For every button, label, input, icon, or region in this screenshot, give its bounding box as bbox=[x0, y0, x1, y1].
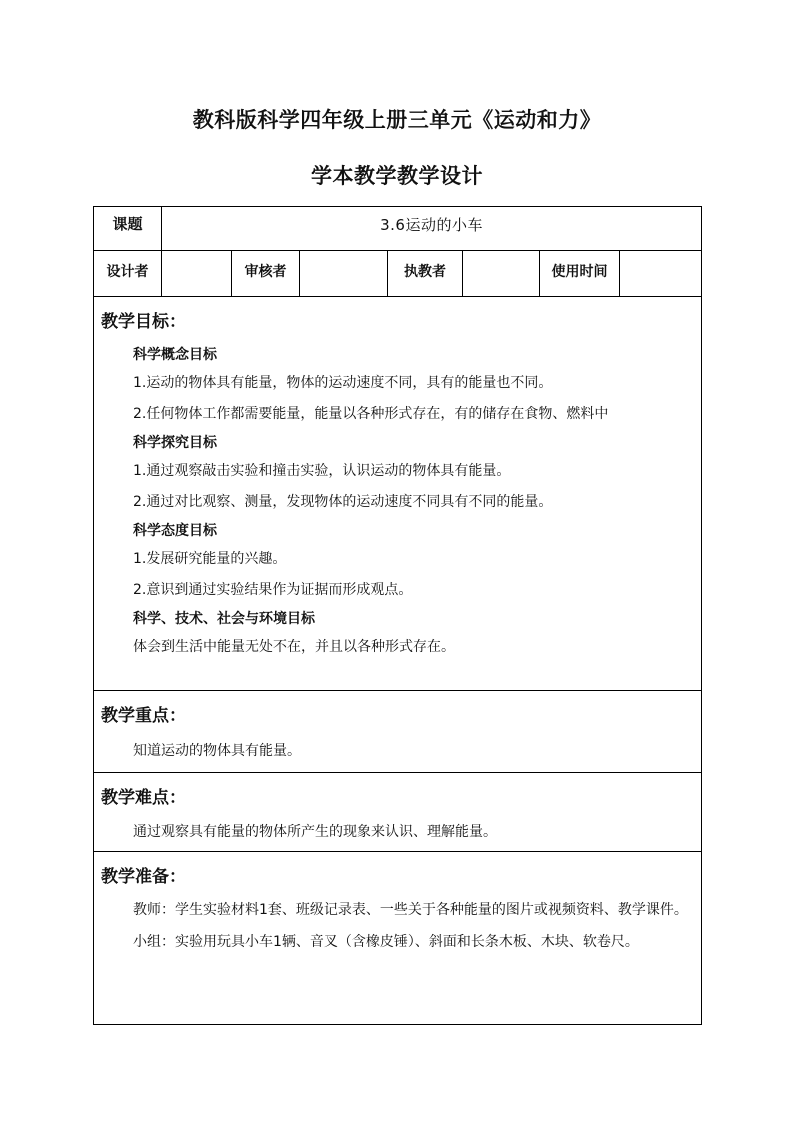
topic-label: 课题 bbox=[94, 207, 162, 251]
teacher-value bbox=[463, 251, 540, 297]
staff-row bbox=[94, 251, 702, 297]
key-point-row bbox=[94, 691, 702, 773]
concept-item: 2.任何物体工作都需要能量，能量以各种形式存在，有的储存在食物、燃料中 bbox=[133, 406, 609, 422]
difficulty-text: 通过观察具有能量的物体所产生的现象来认识、理解能量。 bbox=[133, 824, 497, 840]
lesson-plan-table bbox=[93, 206, 702, 1025]
attitude-item: 1.发展研究能量的兴趣。 bbox=[133, 551, 287, 567]
document-subtitle: 学本教学教学设计 bbox=[311, 164, 483, 188]
attitude-item: 2.意识到通过实验结果作为证据而形成观点。 bbox=[133, 582, 413, 598]
inquiry-heading: 科学探究目标 bbox=[133, 435, 217, 451]
difficulty-heading: 教学难点： bbox=[101, 788, 186, 808]
designer-value bbox=[162, 251, 232, 297]
key-point-cell bbox=[94, 691, 702, 773]
reviewer-label: 审核者 bbox=[232, 251, 300, 297]
time-value bbox=[620, 251, 702, 297]
preparation-row bbox=[94, 852, 702, 1025]
sts-heading: 科学、技术、社会与环境目标 bbox=[133, 611, 315, 627]
sts-text: 体会到生活中能量无处不在，并且以各种形式存在。 bbox=[133, 639, 455, 655]
topic-value: 3.6运动的小车 bbox=[162, 207, 702, 251]
reviewer-value bbox=[300, 251, 388, 297]
concept-heading: 科学概念目标 bbox=[133, 347, 217, 363]
objectives-heading: 教学目标： bbox=[101, 312, 186, 332]
teacher-label: 执教者 bbox=[388, 251, 463, 297]
preparation-cell bbox=[94, 852, 702, 1025]
objectives-row bbox=[94, 297, 702, 691]
group-preparation: 小组：实验用玩具小车1辆、音叉（含橡皮锤）、斜面和长条木板、木块、软卷尺。 bbox=[133, 934, 639, 950]
preparation-heading: 教学准备： bbox=[101, 867, 186, 887]
inquiry-item: 1.通过观察敲击实验和撞击实验，认识运动的物体具有能量。 bbox=[133, 463, 511, 479]
time-label: 使用时间 bbox=[540, 251, 620, 297]
key-point-text: 知道运动的物体具有能量。 bbox=[133, 743, 301, 759]
attitude-heading: 科学态度目标 bbox=[133, 523, 217, 539]
difficulty-row bbox=[94, 773, 702, 852]
topic-row bbox=[94, 207, 702, 251]
designer-label: 设计者 bbox=[94, 251, 162, 297]
objectives-cell bbox=[94, 297, 702, 691]
inquiry-item: 2.通过对比观察、测量，发现物体的运动速度不同具有不同的能量。 bbox=[133, 494, 553, 510]
document-title: 教科版科学四年级上册三单元《运动和力》 bbox=[192, 108, 602, 132]
difficulty-cell bbox=[94, 773, 702, 852]
concept-item: 1.运动的物体具有能量，物体的运动速度不同，具有的能量也不同。 bbox=[133, 375, 553, 391]
key-point-heading: 教学重点： bbox=[101, 706, 186, 726]
teacher-preparation: 教师：学生实验材料1套、班级记录表、一些关于各种能量的图片或视频资料、教学课件。 bbox=[133, 902, 688, 918]
